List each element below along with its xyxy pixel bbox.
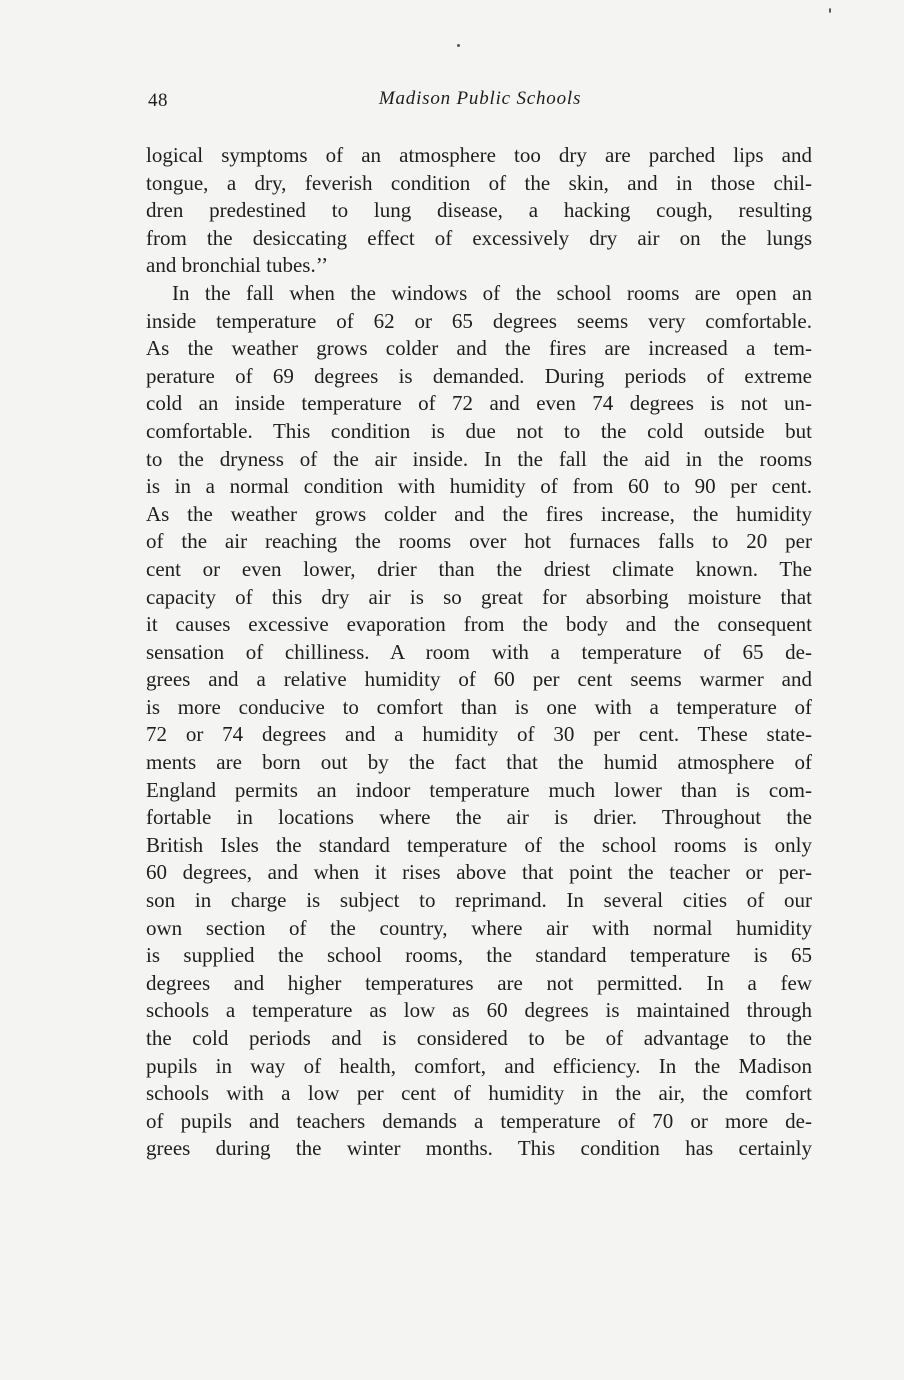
text-line: and bronchial tubes.’’ xyxy=(146,253,329,278)
scan-speck xyxy=(829,8,831,13)
text-line: schools with a low per cent of humidity in the air, the comfort xyxy=(146,1081,812,1106)
text-line: son in charge is subject to reprimand. In several cities of our xyxy=(146,888,812,913)
text-line: grees and a relative humidity of 60 per cent seems warmer and xyxy=(146,667,812,692)
text-line: schools a temperature as low as 60 degrees is maintained through xyxy=(146,998,812,1023)
text-line: comfortable. This condition is due not to the cold outside but xyxy=(146,418,812,443)
text-line: 72 or 74 degrees and a humidity of 30 per cent. These state- xyxy=(146,722,812,747)
running-title: Madison Public Schools xyxy=(378,88,582,109)
text-line: In the fall when the windows of the school rooms are open an xyxy=(172,280,812,305)
text-line: of the air reaching the rooms over hot furnaces falls to 20 per xyxy=(146,529,812,554)
text-line: sensation of chilliness. A room with a temperature of 65 de- xyxy=(146,639,812,664)
text-line: is more conducive to comfort than is one with a temperature of xyxy=(146,694,812,719)
page-number: 48 xyxy=(148,90,168,111)
text-line: As the weather grows colder and the fires increase, the humidity xyxy=(146,501,812,526)
text-line: logical symptoms of an atmosphere too dry are parched lips and xyxy=(146,143,812,167)
text-line: fortable in locations where the air is drier. Throughout the xyxy=(146,805,812,830)
text-line: own section of the country, where air with normal humidity xyxy=(146,915,812,940)
text-line: degrees and higher temperatures are not permitted. In a few xyxy=(146,970,812,995)
text-line: 60 degrees, and when it rises above that point the teacher or per- xyxy=(146,860,812,885)
text-line: British Isles the standard temperature of the school rooms is only xyxy=(146,832,812,857)
text-line: the cold periods and is considered to be of advantage to the xyxy=(146,1026,812,1050)
text-line: grees during the winter months. This condition has certainly xyxy=(146,1136,812,1161)
text-line: of pupils and teachers demands a temperature of 70 or more de- xyxy=(146,1108,812,1133)
text-line: perature of 69 degrees is demanded. During periods of extreme xyxy=(146,363,812,388)
paragraph xyxy=(146,280,812,1163)
paragraph xyxy=(146,142,812,280)
text-line: it causes excessive evaporation from the body and the consequent xyxy=(146,612,812,637)
text-line: cold an inside temperature of 72 and even 74 degrees is not un- xyxy=(146,391,812,416)
page-header xyxy=(148,88,812,118)
text-line: ments are born out by the fact that the humid atmosphere of xyxy=(146,750,812,775)
text-line: is in a normal condition with humidity of from 60 to 90 per cent. xyxy=(146,474,812,499)
body-text xyxy=(146,142,812,1163)
text-line: pupils in way of health, comfort, and efficiency. In the Madison xyxy=(146,1053,812,1078)
text-line: cent or even lower, drier than the driest climate known. The xyxy=(146,556,812,581)
text-line: dren predestined to lung disease, a hacking cough, resulting xyxy=(146,198,812,223)
text-line: from the desiccating effect of excessively dry air on the lungs xyxy=(146,225,812,250)
text-line: to the dryness of the air inside. In the fall the aid in the rooms xyxy=(146,446,812,471)
text-line: England permits an indoor temperature much lower than is com- xyxy=(146,777,812,802)
scan-speck xyxy=(457,44,460,47)
text-line: capacity of this dry air is so great for absorbing moisture that xyxy=(146,584,812,609)
text-line: is supplied the school rooms, the standard temperature is 65 xyxy=(146,943,812,968)
text-line: tongue, a dry, feverish condition of the skin, and in those chil- xyxy=(146,170,812,195)
text-line: inside temperature of 62 or 65 degrees seems very comfortable. xyxy=(146,308,812,333)
text-line: As the weather grows colder and the fires are increased a tem- xyxy=(146,336,812,361)
